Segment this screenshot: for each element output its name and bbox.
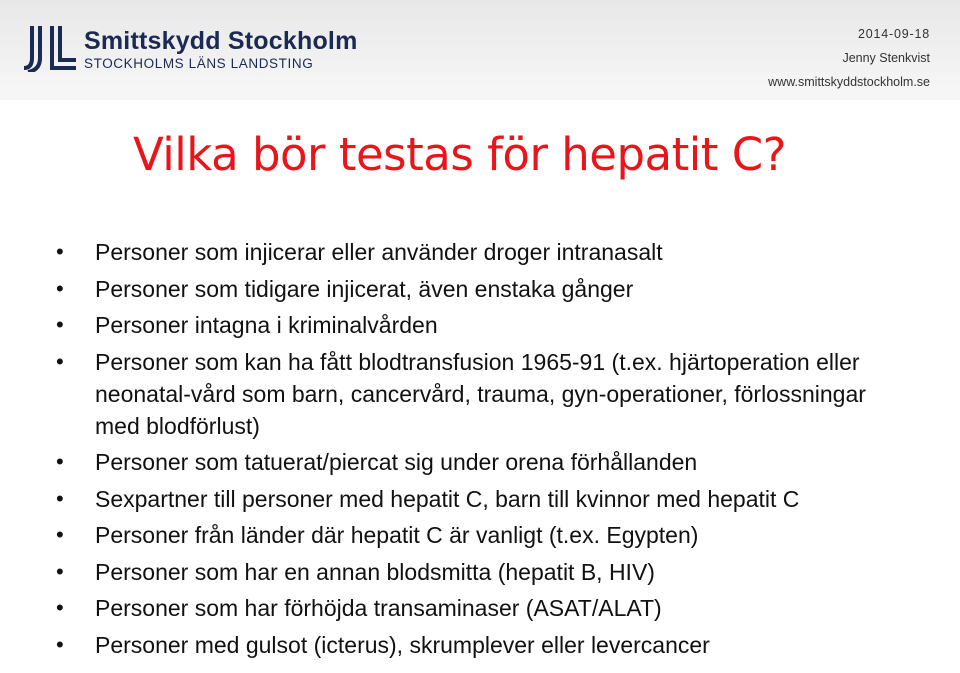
- bullet-icon: •: [56, 449, 64, 474]
- list-item-text: Personer som injicerar eller använder droger intranasalt: [95, 239, 663, 265]
- list-item-text: Personer som tidigare injicerat, även enstaka gånger: [95, 275, 634, 302]
- list-item-text: Personer med gulsot (icterus), skrumplever eller levercancer: [95, 631, 710, 658]
- slide-date: 2014-09-18: [858, 27, 930, 41]
- list-item: [56, 556, 916, 588]
- list-item-text: Sexpartner till personer med hepatit C, barn till kvinnor med hepatit C: [95, 485, 800, 512]
- list-item: [56, 236, 916, 268]
- logo-mark-icon: [22, 24, 78, 72]
- website-link[interactable]: www.smittskyddstockholm.se: [768, 75, 930, 89]
- slide-author: Jenny Stenkvist: [842, 51, 930, 65]
- bullet-icon: •: [56, 348, 64, 374]
- organization-logo: [22, 24, 402, 74]
- list-item: [56, 519, 916, 551]
- logo-name: Smittskydd Stockholm: [84, 27, 358, 55]
- list-item-text: Personer intagna i kriminalvården: [95, 312, 438, 338]
- bullet-icon: •: [56, 312, 64, 337]
- list-item-text: Personer som har förhöjda transaminaser (ASAT/ALAT): [95, 595, 662, 621]
- bullet-list: [56, 236, 916, 665]
- list-item-text: Personer som kan ha fått blodtransfusion 1965-91 (t.ex. hjärtoperation eller neonatal-vård som barn, cancervård, trauma, gyn-operationer, förlossningar med blodförlust): [95, 348, 866, 439]
- list-item-text: Personer som tatuerat/piercat sig under orena förhållanden: [95, 449, 698, 475]
- slide-meta: [768, 22, 930, 94]
- bullet-icon: •: [56, 239, 64, 264]
- bullet-icon: •: [56, 522, 64, 547]
- bullet-icon: •: [56, 558, 64, 584]
- list-item: [56, 273, 916, 305]
- list-item: [56, 592, 916, 624]
- bullet-icon: •: [56, 595, 64, 620]
- list-item: [56, 446, 916, 478]
- bullet-icon: •: [56, 275, 64, 301]
- list-item-text: Personer som har en annan blodsmitta (hepatit B, HIV): [95, 558, 655, 585]
- list-item-text: Personer från länder där hepatit C är vanligt (t.ex. Egypten): [95, 522, 699, 548]
- slide-header: [0, 0, 960, 100]
- bullet-icon: •: [56, 485, 64, 511]
- list-item: [56, 629, 916, 661]
- bullet-icon: •: [56, 631, 64, 657]
- slide-title: Vilka bör testas för hepatit C?: [133, 128, 787, 181]
- list-item: [56, 483, 916, 515]
- list-item: [56, 346, 916, 442]
- logo-subtitle: STOCKHOLMS LÄNS LANDSTING: [84, 56, 314, 71]
- list-item: [56, 309, 916, 341]
